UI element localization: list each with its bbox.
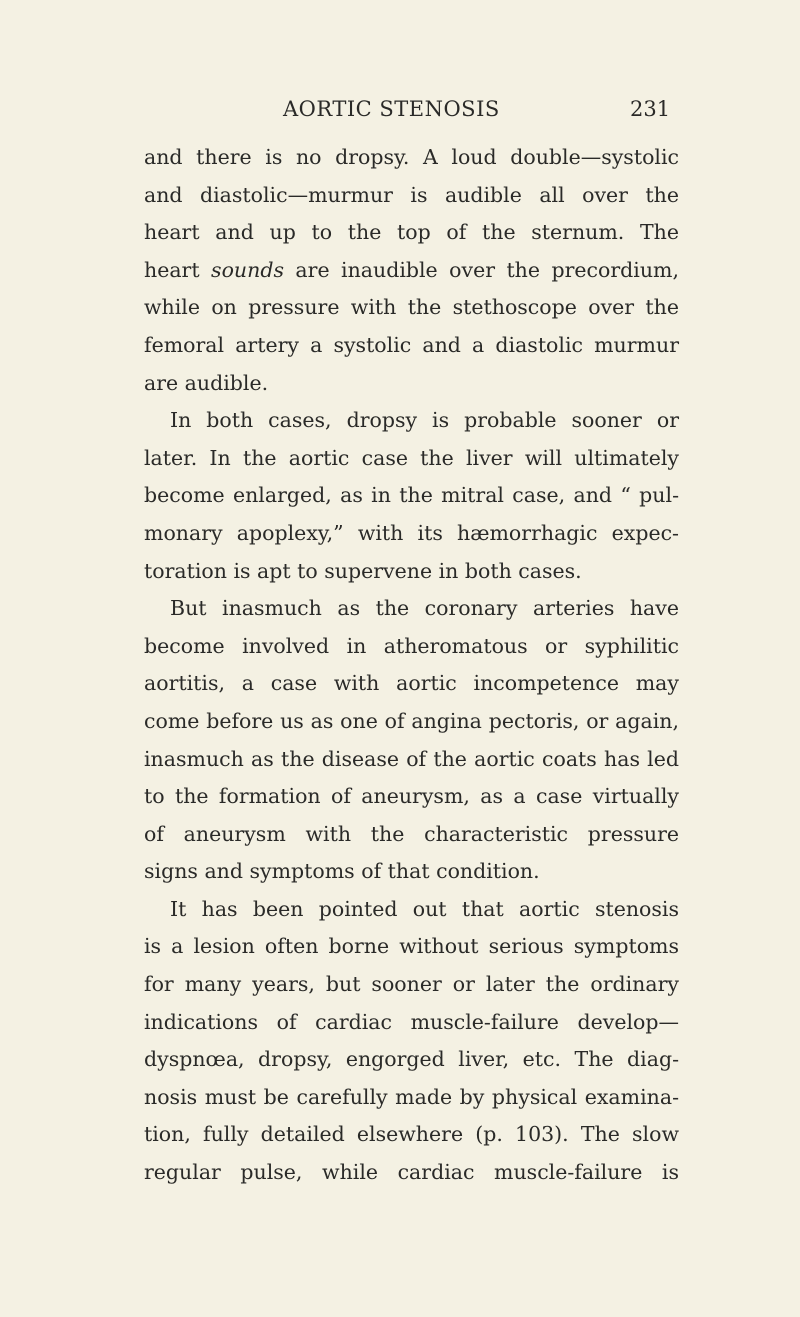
page-number: 231 (630, 97, 671, 121)
text-line: and diastolic—murmur is audible all over the (144, 182, 679, 207)
text-line: dyspnœa, dropsy, engorged liver, etc. The diag- (144, 1047, 679, 1072)
text-line: is a lesion often borne without serious symptoms (144, 934, 679, 959)
text-line: toration is apt to supervene in both cases. (144, 558, 582, 583)
text-line: In both cases, dropsy is probable sooner or (170, 408, 679, 433)
text-line: later. In the aortic case the liver will ultimately (144, 445, 679, 470)
italic-word: sounds (211, 257, 284, 282)
text-line: are audible. (144, 370, 269, 395)
text-line: monary apoplexy,” with its hæmorrhagic expec- (144, 520, 679, 545)
text-line: heart and up to the top of the sternum. The (144, 220, 679, 245)
text-run: are inaudible over the precordium, (283, 257, 679, 282)
text-line: indications of cardiac muscle-failure develop— (144, 1009, 679, 1034)
text-line: regular pulse, while cardiac muscle-failure is (144, 1160, 679, 1185)
text-line: aortitis, a case with aortic incompetence may (144, 671, 679, 696)
text-line: It has been pointed out that aortic stenosis (170, 896, 679, 921)
running-title: AORTIC STENOSIS (283, 97, 500, 121)
text-line (144, 252, 679, 290)
text-line: and there is no dropsy. A loud double—systolic (144, 145, 679, 169)
text-line: come before us as one of angina pectoris, or again, (144, 708, 679, 733)
text-line: become enlarged, as in the mitral case, and “ pul- (144, 483, 679, 508)
text-line: become involved in atheromatous or syphilitic (144, 633, 679, 658)
text-line: for many years, but sooner or later the ordinary (144, 972, 679, 997)
text-line: of aneurysm with the characteristic pressure (144, 821, 679, 846)
text-line: while on pressure with the stethoscope over the (144, 295, 679, 320)
text-line: But inasmuch as the coronary arteries have (170, 596, 679, 621)
text-line: inasmuch as the disease of the aortic coats has led (144, 746, 679, 771)
text-line: tion, fully detailed elsewhere (p. 103). The slow (144, 1122, 679, 1147)
page-header (0, 97, 800, 129)
text-line: signs and symptoms of that condition. (144, 859, 540, 884)
text-run: heart (144, 257, 212, 282)
text-line: nosis must be carefully made by physical examina- (144, 1084, 679, 1109)
text-line: femoral artery a systolic and a diastolic murmur (144, 332, 679, 357)
text-line: to the formation of aneurysm, as a case virtually (144, 784, 679, 809)
body-text (144, 139, 679, 1192)
